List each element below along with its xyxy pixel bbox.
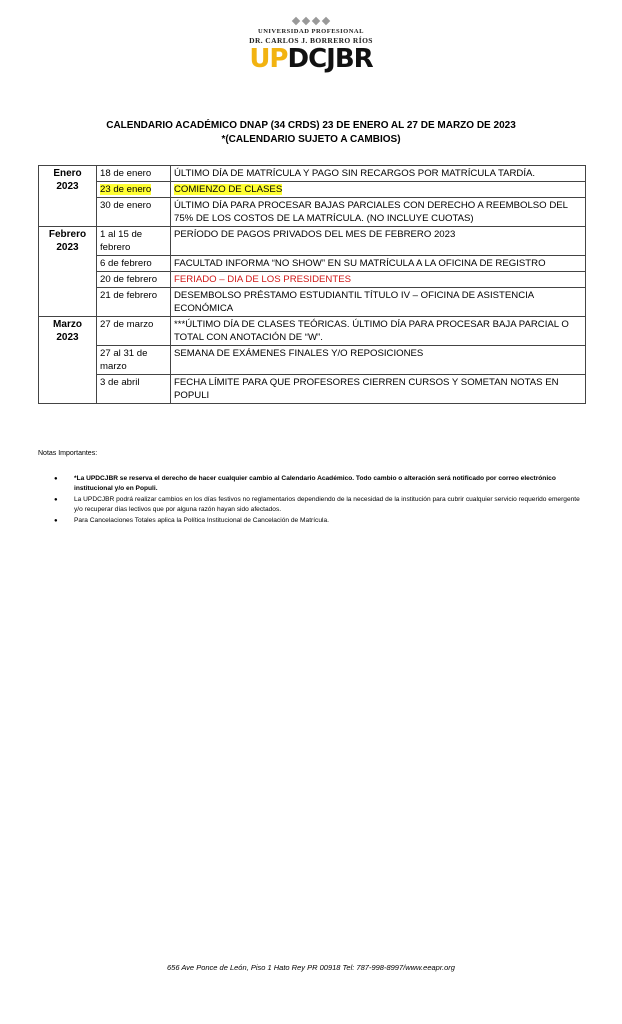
table-row — [39, 166, 586, 182]
description-cell: SEMANA DE EXÁMENES FINALES Y/O REPOSICIONES — [171, 346, 586, 375]
notes-list — [58, 474, 590, 527]
description-cell: PERÍODO DE PAGOS PRIVADOS DEL MES DE FEBRERO 2023 — [171, 227, 586, 256]
footer-address: 656 Ave Ponce de León, Piso 1 Hato Rey PR 00918 Tel: 787-998-8997/www.eeapr.org — [167, 963, 455, 972]
table-row — [39, 288, 586, 317]
month-cell-enero — [39, 166, 97, 227]
title-line1: CALENDARIO ACADÉMICO DNAP (34 CRDS) 23 DE ENERO AL 27 DE MARZO DE 2023 — [106, 120, 516, 131]
month-name: Marzo — [53, 319, 82, 330]
description-cell — [171, 182, 586, 198]
holiday-description-cell: FERIADO – DIA DE LOS PRESIDENTES — [171, 272, 586, 288]
date-cell: 21 de febrero — [97, 288, 171, 317]
description-cell: FECHA LÍMITE PARA QUE PROFESORES CIERREN CURSOS Y SOMETAN NOTAS EN POPULI — [171, 375, 586, 404]
document-title — [0, 119, 622, 147]
university-logo — [0, 45, 622, 73]
month-year: 2023 — [56, 332, 79, 343]
month-cell-febrero — [39, 227, 97, 317]
date-cell: 27 de marzo — [97, 317, 171, 346]
list-item: ● Para Cancelaciones Totales aplica la Política Institucional de Cancelación de Matrícula. — [58, 516, 590, 526]
date-cell: 18 de enero — [97, 166, 171, 182]
letterhead — [0, 18, 622, 73]
date-cell: 6 de febrero — [97, 256, 171, 272]
highlighted-description: COMIENZO DE CLASES — [174, 184, 283, 195]
date-cell: 27 al 31 de marzo — [97, 346, 171, 375]
month-year: 2023 — [56, 242, 79, 253]
logo-part-up: UP — [249, 44, 288, 74]
date-cell: 1 al 15 de febrero — [97, 227, 171, 256]
description-cell: ***ÚLTIMO DÍA DE CLASES TEÓRICAS. ÚLTIMO DÍA PARA PROCESAR BAJA PARCIAL O TOTAL CON ANOTACIÓN DE “W”. — [171, 317, 586, 346]
table-row — [39, 256, 586, 272]
month-name: Febrero — [48, 229, 87, 240]
table-row — [39, 227, 586, 256]
month-year: 2023 — [56, 181, 79, 192]
table-row — [39, 346, 586, 375]
table-row — [39, 317, 586, 346]
university-line2: DR. CARLOS J. BORRERO RÍOS — [249, 36, 373, 45]
table-row — [39, 272, 586, 288]
highlighted-date: 23 de enero — [100, 184, 152, 195]
list-item: ● *La UPDCJBR se reserva el derecho de hacer cualquier cambio al Calendario Académico. Todo cambio o alteración será notificado por correo electrónico institucional y/o en Populi. — [58, 474, 590, 494]
title-line2: *(CALENDARIO SUJETO A CAMBIOS) — [221, 134, 401, 145]
university-line1: UNIVERSIDAD PROFESIONAL — [258, 28, 364, 35]
logo-part-dcjbr: DCJBR — [287, 44, 373, 74]
date-cell: 20 de febrero — [97, 272, 171, 288]
description-cell: ÚLTIMO DÍA PARA PROCESAR BAJAS PARCIALES CON DERECHO A REEMBOLSO DEL 75% DE LOS COSTOS DE LA MATRÍCULA. (NO INCLUYE CUOTAS) — [171, 198, 586, 227]
crest-icon — [291, 18, 331, 24]
academic-calendar-table — [38, 165, 586, 404]
table-row — [39, 198, 586, 227]
date-cell — [97, 182, 171, 198]
table-row — [39, 182, 586, 198]
date-cell: 3 de abril — [97, 375, 171, 404]
description-cell: FACULTAD INFORMA “NO SHOW” EN SU MATRÍCULA A LA OFICINA DE REGISTRO — [171, 256, 586, 272]
table-row — [39, 375, 586, 404]
month-cell-marzo — [39, 317, 97, 404]
description-cell: ÚLTIMO DÍA DE MATRÍCULA Y PAGO SIN RECARGOS POR MATRÍCULA TARDÍA. — [171, 166, 586, 182]
notes-heading: Notas Importantes: — [38, 450, 98, 457]
list-item: ● La UPDCJBR podrá realizar cambios en los días festivos no reglamentarios dependiendo de la necesidad de la institución para cubrir cualquier servicio requerido emergente y/o recuperar días lectivos que por alguna razón hayan sido afectados. — [58, 495, 590, 515]
description-cell: DESEMBOLSO PRÉSTAMO ESTUDIANTIL TÍTULO IV – OFICINA DE ASISTENCIA ECONÓMICA — [171, 288, 586, 317]
month-name: Enero — [53, 168, 82, 179]
date-cell: 30 de enero — [97, 198, 171, 227]
